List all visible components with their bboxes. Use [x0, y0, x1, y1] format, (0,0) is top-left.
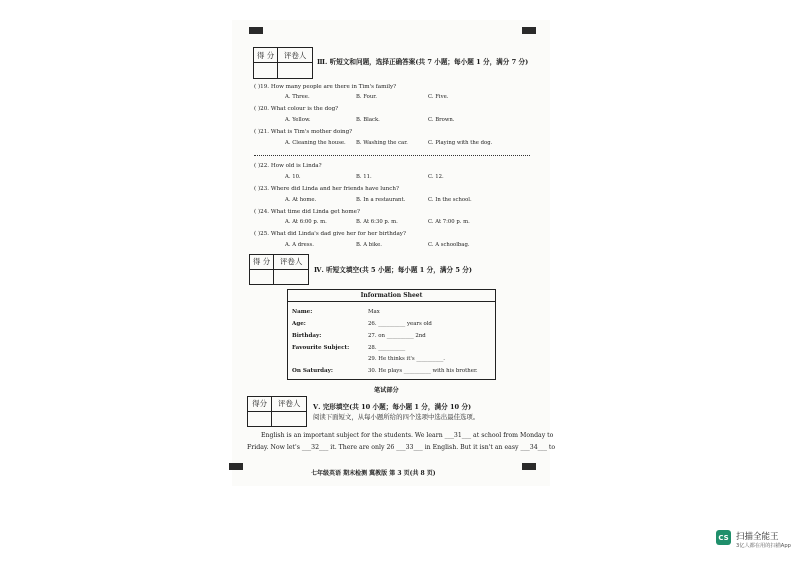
option-22-a: A. 10.: [285, 174, 301, 180]
score-box-section-4: [249, 254, 309, 285]
option-23-c: C. In the school.: [428, 197, 472, 203]
option-22-c: C. 12.: [428, 174, 444, 180]
registration-mark-top-right: [522, 27, 536, 34]
grader-label: 评卷人: [278, 48, 312, 63]
option-21-a: A. Cleaning the house.: [285, 140, 346, 146]
option-24-c: C. At 7:00 p. m.: [428, 219, 470, 225]
grader-cell: [278, 63, 312, 78]
score-cell: [250, 270, 274, 285]
option-19-a: A. Three.: [285, 94, 310, 100]
option-22-b: B. 11.: [356, 174, 372, 180]
score-label: 得分: [248, 397, 272, 412]
score-label: 得 分: [250, 255, 274, 270]
registration-mark-top-left: [249, 27, 263, 34]
option-24-a: A. At 6:00 p. m.: [285, 219, 327, 225]
score-cell: [254, 63, 278, 78]
question-22: ( )22. How old is Linda?: [254, 163, 322, 169]
option-25-c: C. A schoolbag.: [428, 242, 470, 248]
option-25-b: B. A bike.: [356, 242, 382, 248]
option-19-b: B. Four.: [356, 94, 377, 100]
section-4-title: Ⅳ. 听短文填空(共 5 小题；每小题 1 分，满分 5 分): [314, 266, 472, 274]
sheet-value-birthday: 27. on __________ 2nd: [368, 333, 426, 339]
option-20-b: B. Black.: [356, 117, 380, 123]
cloze-line-1: English is an important subject for the students. We learn ___31___ at school from Monday to: [261, 432, 554, 439]
question-20: ( )20. What colour is the dog?: [254, 106, 339, 112]
watermark-tagline: 3亿人都在用的扫描App: [736, 543, 791, 549]
option-20-c: C. Brown.: [428, 117, 455, 123]
cloze-line-2: Friday. Now let's ___32___ it. There are only 26 ___33___ in English. But it isn't an easy ___34___ to: [247, 444, 556, 451]
score-cell: [248, 412, 272, 427]
sheet-label-name: Name:: [292, 309, 313, 315]
score-label: 得 分: [254, 48, 278, 63]
score-box-section-3: [253, 47, 313, 79]
question-19: ( )19. How many people are there in Tim's family?: [254, 84, 397, 90]
sheet-value-name: Max: [368, 309, 380, 315]
registration-mark-bottom-left: [229, 463, 243, 470]
option-24-b: B. At 6:30 p. m.: [356, 219, 398, 225]
option-21-b: B. Washing the car.: [356, 140, 408, 146]
grader-cell: [274, 270, 308, 285]
option-23-b: B. In a restaurant.: [356, 197, 406, 203]
written-part-heading: 笔试部分: [374, 387, 399, 394]
section-3-title: Ⅲ. 听短文和问题，选择正确答案(共 7 小题；每小题 1 分，满分 7 分): [317, 58, 529, 66]
information-sheet-title: Information Sheet: [288, 290, 495, 302]
dotted-divider: [254, 155, 530, 156]
section-5-instruction: 阅读下面短文，从每小题所给的四个选项中选出最佳选项。: [313, 413, 480, 421]
score-box-section-5: [247, 396, 307, 427]
option-19-c: C. Five.: [428, 94, 449, 100]
sheet-value-favourite-subject: 28. __________: [368, 345, 406, 351]
sheet-value-age: 26. __________ years old: [368, 321, 432, 327]
watermark-app-name: 扫描全能王: [736, 532, 779, 542]
option-21-c: C. Playing with the dog.: [428, 140, 493, 146]
question-23: ( )23. Where did Linda and her friends have lunch?: [254, 186, 400, 192]
sheet-label-age: Age:: [292, 321, 306, 327]
option-25-a: A. A dress.: [285, 242, 314, 248]
option-23-a: A. At home.: [285, 197, 317, 203]
sheet-label-birthday: Birthday:: [292, 333, 322, 339]
option-20-a: A. Yellow.: [285, 117, 311, 123]
information-sheet: [287, 289, 496, 380]
sheet-label-on-saturday: On Saturday:: [292, 368, 333, 374]
camscanner-logo-icon: CS: [716, 530, 731, 545]
grader-label: 评卷人: [272, 397, 306, 412]
question-21: ( )21. What is Tim's mother doing?: [254, 129, 353, 135]
page-footer: 七年级英语 期末检测 冀教版 第 3 页(共 8 页): [311, 470, 436, 477]
question-24: ( )24. What time did Linda get home?: [254, 209, 360, 215]
sheet-value-on-saturday: 30. He plays __________ with his brother.: [368, 368, 478, 374]
section-5-title: Ⅴ. 完形填空(共 10 小题；每小题 1 分，满分 10 分): [313, 403, 472, 411]
question-25: ( )25. What did Linda's dad give her for her birthday?: [254, 231, 406, 237]
sheet-value-opinion: 29. He thinks it's __________.: [368, 356, 445, 362]
grader-cell: [272, 412, 306, 427]
grader-label: 评卷人: [274, 255, 308, 270]
sheet-label-favourite-subject: Favourite Subject:: [292, 345, 350, 351]
registration-mark-bottom-right: [522, 463, 536, 470]
